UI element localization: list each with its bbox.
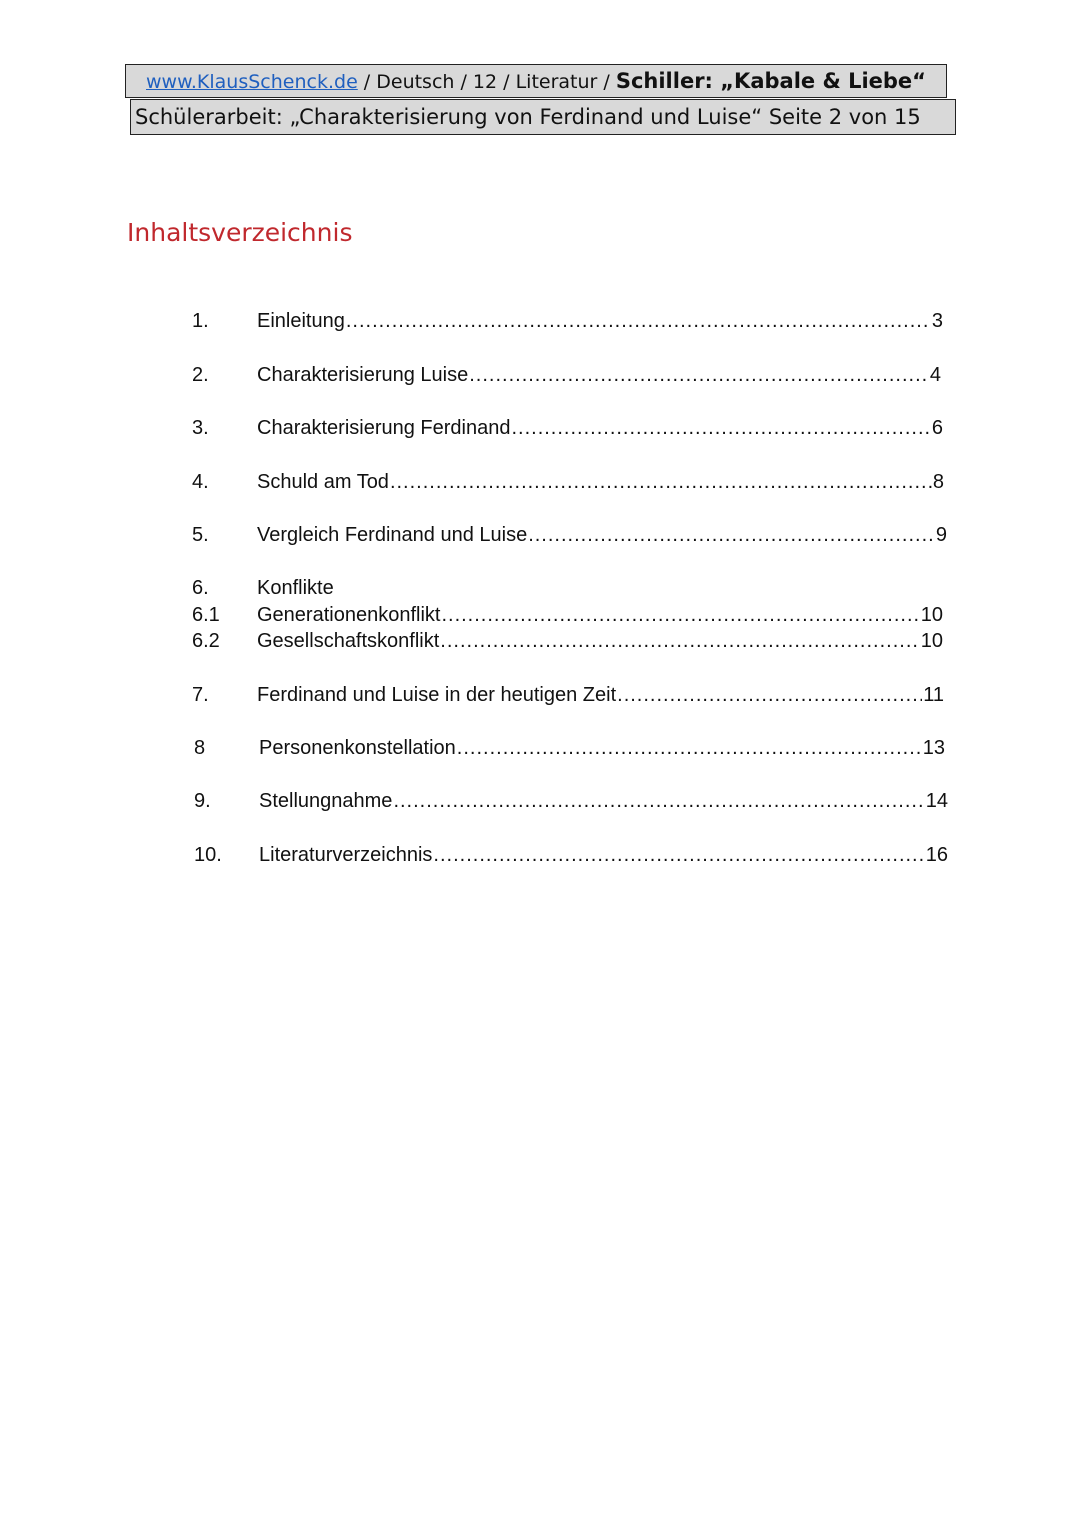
toc-section-heading: [192, 575, 943, 601]
toc-entry: [192, 522, 947, 548]
document-subtitle: Schülerarbeit: „Charakterisierung von Ferdinand und Luise“ Seite 2 von 15: [135, 105, 921, 129]
toc-entry: [192, 308, 943, 334]
toc-entry-title: Ferdinand und Luise in der heutigen Zeit: [257, 684, 617, 706]
toc-entry-title: Charakterisierung Ferdinand: [257, 417, 511, 439]
toc-entry-number: 8: [194, 737, 206, 759]
toc-entry-title: Konflikte: [257, 577, 334, 599]
toc-entry-number: 10.: [194, 844, 222, 866]
toc-entry-number: 9.: [194, 790, 211, 812]
toc-entry-page: 16: [925, 844, 948, 866]
toc-entry-number: 6.2: [192, 630, 220, 652]
toc-heading: Inhaltsverzeichnis: [127, 218, 353, 247]
toc-dot-leader: [440, 628, 919, 654]
toc-entry-page: 10: [920, 604, 943, 626]
toc-dot-leader: [457, 735, 922, 761]
toc-entry: [194, 735, 945, 761]
toc-entry-page: 3: [931, 310, 943, 332]
toc-entry: [192, 469, 944, 495]
header-path: / Deutsch / 12 / Literatur /: [357, 71, 616, 93]
toc-entry-number: 1.: [192, 310, 209, 332]
toc-dot-leader: [441, 602, 919, 628]
toc-entry-page: 8: [932, 471, 944, 493]
website-link[interactable]: www.KlausSchenck.de: [146, 71, 358, 93]
toc-dot-leader: [390, 469, 932, 495]
toc-entry-number: 6.1: [192, 604, 220, 626]
toc-entry-title: Literaturverzeichnis: [259, 844, 433, 866]
toc-entry: [194, 788, 948, 814]
toc-entry-number: 4.: [192, 471, 209, 493]
toc-entry: [192, 602, 943, 628]
toc-dot-leader: [346, 308, 931, 334]
toc-entry-page: 13: [922, 737, 945, 759]
toc-entry: [192, 362, 941, 388]
toc-entry-number: 7.: [192, 684, 209, 706]
toc-entry-title: Personenkonstellation: [259, 737, 456, 759]
toc-entry-title: Generationenkonflikt: [257, 604, 441, 626]
toc-dot-leader: [433, 842, 924, 868]
toc-entry-page: 14: [925, 790, 948, 812]
toc-entry: [192, 682, 944, 708]
toc-dot-leader: [469, 362, 929, 388]
toc-entry-page: 6: [931, 417, 943, 439]
toc-entry-page: 11: [923, 684, 944, 706]
toc-entry-title: Einleitung: [257, 310, 345, 332]
toc-entry-title: Schuld am Tod: [257, 471, 389, 493]
document-header-line-2: [130, 99, 956, 135]
toc-entry: [192, 628, 943, 654]
toc-dot-leader: [617, 682, 922, 708]
toc-entry-title: Stellungnahme: [259, 790, 393, 812]
toc-dot-leader: [393, 788, 924, 814]
toc-entry-number: 3.: [192, 417, 209, 439]
toc-entry: [192, 415, 943, 441]
work-title: Schiller: „Kabale & Liebe“: [615, 69, 926, 93]
toc-entry-page: 9: [935, 524, 947, 546]
toc-entry-title: Vergleich Ferdinand und Luise: [257, 524, 528, 546]
document-header-line-1: [125, 64, 947, 98]
toc-entry-number: 2.: [192, 364, 209, 386]
toc-entry-number: 6.: [192, 577, 209, 599]
toc-entry: [194, 842, 948, 868]
toc-dot-leader: [528, 522, 935, 548]
toc-entry-title: Gesellschaftskonflikt: [257, 630, 440, 652]
toc-entry-title: Charakterisierung Luise: [257, 364, 469, 386]
toc-dot-leader: [511, 415, 930, 441]
toc-entry-page: 10: [920, 630, 943, 652]
toc-entry-number: 5.: [192, 524, 209, 546]
toc-entry-page: 4: [929, 364, 941, 386]
